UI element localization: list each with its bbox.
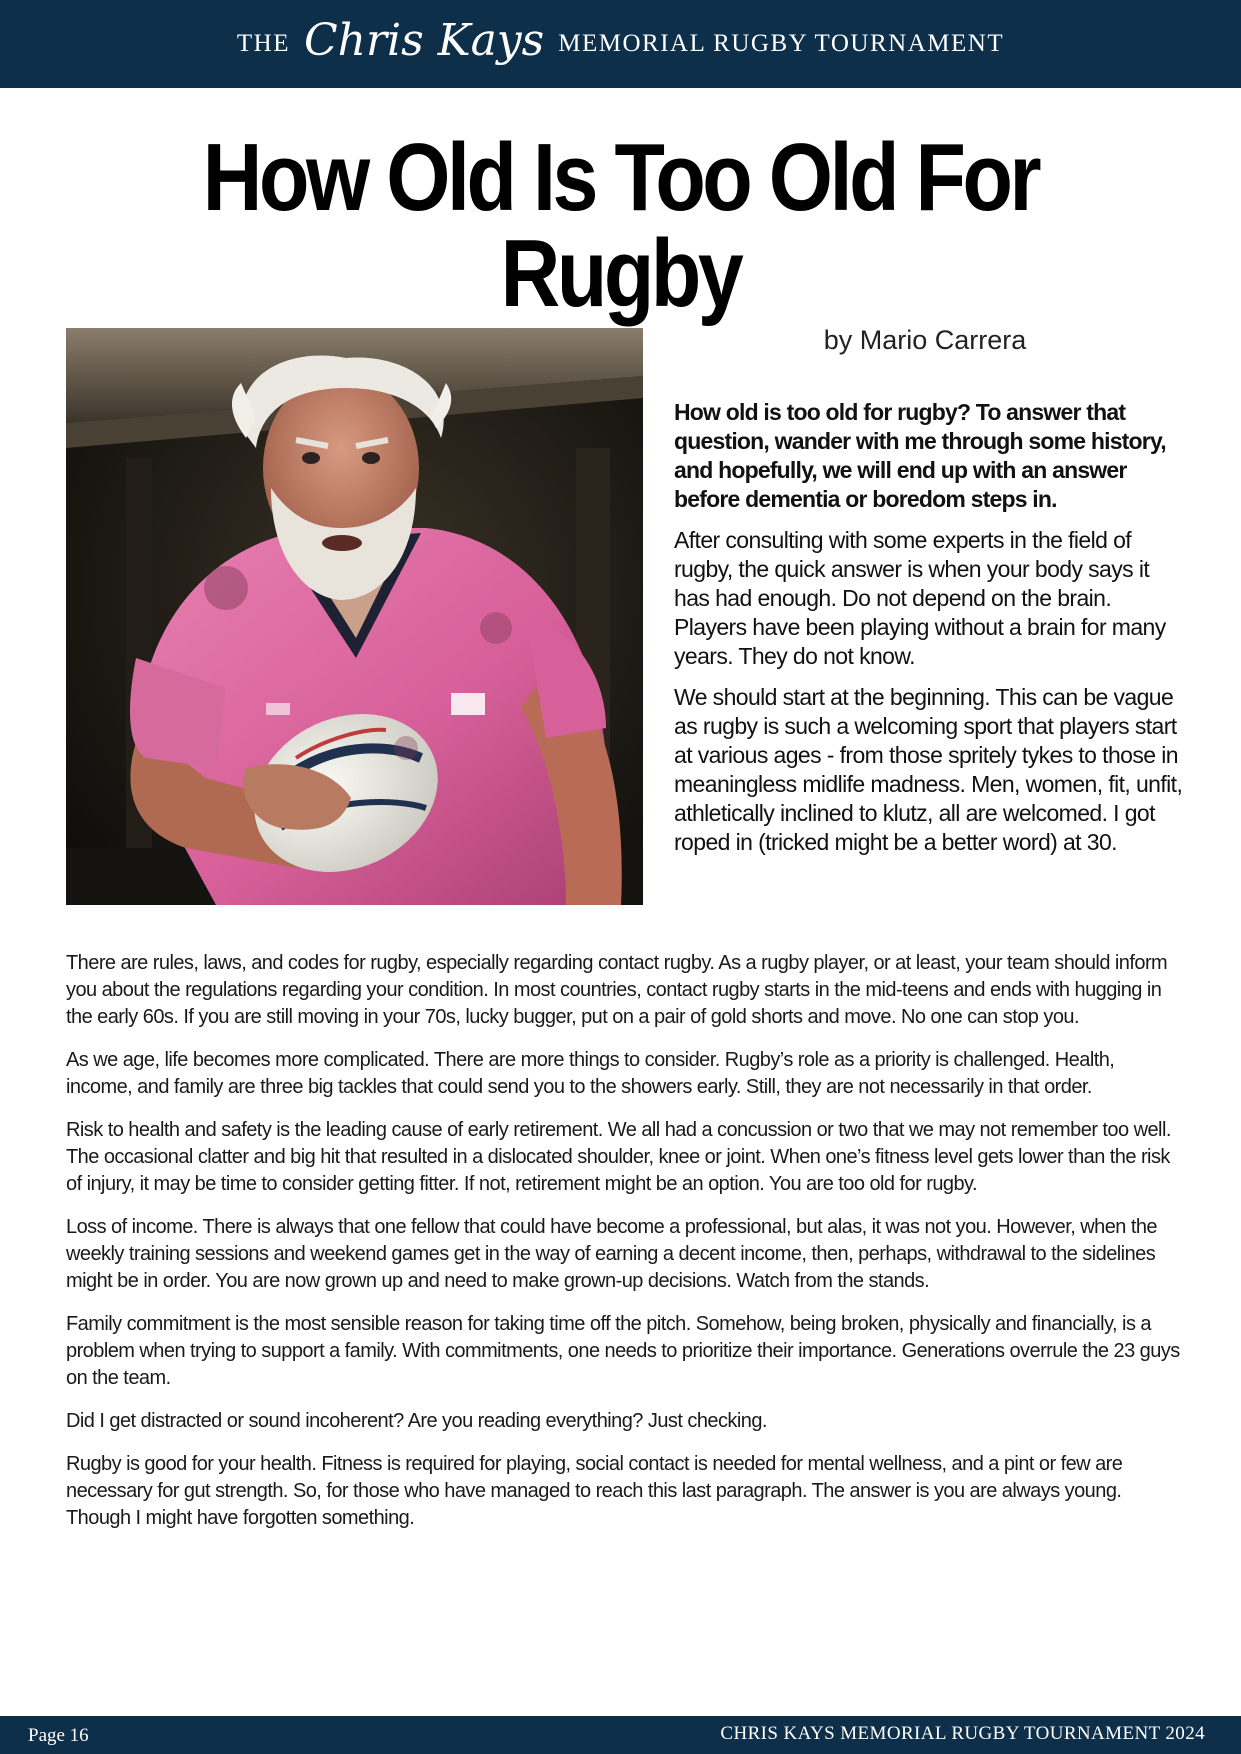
body-paragraph: Risk to health and safety is the leading cause of early retirement. We all had a concussion or two that we may not remember too well. The occasional clatter and big hit that resulted in a dislocated shoulder, knee or joint. When one’s fitness level gets lower than the risk of injury, it may be time to consider getting fitter. If not, retirement might be an option. You are too old for rugby.	[66, 1119, 1171, 1195]
rugby-player-illustration	[66, 328, 643, 905]
intro-paragraph: We should start at the beginning. This can be vague as rugby is such a welcoming sport that players start at various ages - from those spritely tykes to those in meaningless midlife madness. Men, women, fit, unfit, athletically inclined to klutz, all are welcomed. I got roped in (tricked might be a better word) at 30.	[674, 684, 1183, 855]
header-script-name: Chris Kays	[304, 15, 545, 66]
body-paragraph: Loss of income. There is always that one fellow that could have become a professional, but alas, it was not you. However, when the weekly training sessions and weekend games get in the way of earning a decent income, then, perhaps, withdrawal to the sidelines might be in order. You are now grown up and need to make grown-up decisions. Watch from the stands.	[66, 1216, 1158, 1292]
intro-column	[674, 398, 1184, 869]
article-photo	[66, 328, 643, 905]
footer-publication: CHRIS KAYS MEMORIAL RUGBY TOURNAMENT 2024	[720, 1723, 1205, 1744]
article-body	[66, 950, 1181, 1548]
header-prefix: THE	[236, 30, 291, 57]
page-number: Page 16	[28, 1725, 89, 1746]
article-title: How Old Is Too Old For Rugby	[202, 124, 1039, 327]
header-suffix: MEMORIAL RUGBY TOURNAMENT	[558, 30, 1005, 57]
body-paragraph: Rugby is good for your health. Fitness is required for playing, social contact is needed for mental wellness, and a pint or few are necessary for gut strength. So, for those who have managed to reach this last paragraph. The answer is you are always young. Though I might have forgotten something.	[66, 1453, 1123, 1529]
body-paragraph: Did I get distracted or sound incoherent? Are you reading everything? Just checking.	[66, 1410, 767, 1432]
header-banner	[0, 0, 1241, 88]
body-paragraph: As we age, life becomes more complicated. There are more things to consider. Rugby’s role as a priority is challenged. Health, income, and family are three big tackles that could send you to the showers early. Still, they are not necessarily in that order.	[66, 1049, 1115, 1098]
intro-paragraph: After consulting with some experts in the field of rugby, the quick answer is when your body says it has had enough. Do not depend on the brain. Players have been playing without a brain for many years. They do not know.	[674, 527, 1166, 669]
body-paragraph: Family commitment is the most sensible reason for taking time off the pitch. Somehow, being broken, physically and financially, is a problem when trying to support a family. With commitments, one needs to prioritize their importance. Generations overrule the 23 guys on the team.	[66, 1313, 1180, 1389]
footer-bar	[0, 1716, 1241, 1754]
lead-paragraph: How old is too old for rugby? To answer that question, wander with me through some history, and hopefully, we will end up with an answer before dementia or boredom steps in.	[674, 399, 1166, 512]
byline: by Mario Carrera	[823, 325, 1027, 355]
body-paragraph: There are rules, laws, and codes for rugby, especially regarding contact rugby. As a rugby player, or at least, your team should inform you about the regulations regarding your condition. In most countries, contact rugby starts in the mid-teens and ends with hugging in the early 60s. If you are still moving in your 70s, lucky bugger, put on a pair of gold shorts and move. No one can stop you.	[66, 952, 1168, 1028]
